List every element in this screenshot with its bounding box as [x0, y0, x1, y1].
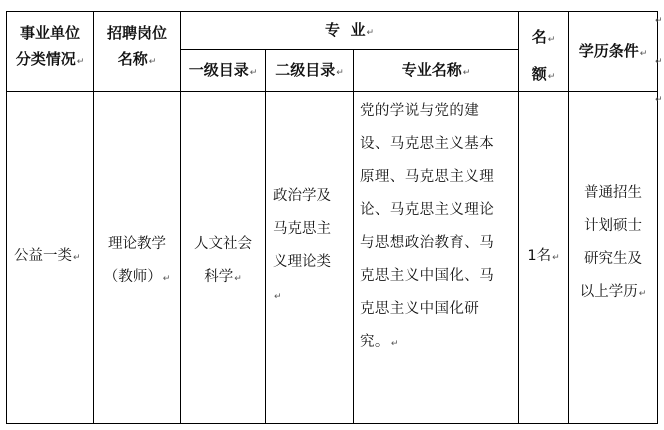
row-end-mark: ↵ [655, 95, 663, 105]
header-level1 [181, 50, 265, 91]
position-line1: 理论教学 [107, 235, 166, 252]
education-line-1: 普通招生 [584, 185, 642, 201]
row-end-mark: ↵ [655, 57, 663, 67]
paragraph-mark: ↵ [73, 253, 81, 263]
header-education-label: 学历条件 [578, 42, 639, 60]
major-line-7: 克思主义中国化研 [360, 301, 480, 317]
major-line-3: 原理、马克思主义理 [360, 169, 495, 185]
cell-level2 [266, 92, 353, 423]
unit-category-value: 公益一类 [14, 248, 72, 264]
table-border-right [657, 11, 658, 424]
header-quota-line2: 额 [531, 65, 547, 83]
row-end-mark: ↵ [655, 16, 663, 26]
paragraph-mark: ↵ [366, 28, 374, 38]
level1-line1: 人文社会 [194, 235, 252, 252]
cell-major-name [354, 92, 518, 423]
header-level2 [266, 50, 353, 91]
paragraph-mark: ↵ [162, 273, 171, 284]
paragraph-mark: ↵ [336, 68, 344, 78]
quota-value: 1名 [527, 248, 552, 264]
major-line-4: 论、马克思主义理论 [360, 202, 495, 218]
header-major-name [354, 50, 518, 91]
paragraph-mark: ↵ [274, 292, 282, 302]
header-position [94, 12, 180, 91]
major-line-5: 与思想政治教育、马 [360, 235, 495, 251]
paragraph-mark: ↵ [552, 253, 560, 263]
cell-level1 [181, 92, 265, 423]
paragraph-mark: ↵ [76, 57, 85, 67]
header-position-line1: 招聘岗位 [106, 24, 167, 42]
header-major-group [181, 12, 518, 49]
header-position-line2: 名称 [117, 50, 148, 68]
paragraph-mark: ↵ [148, 57, 157, 67]
header-quota [519, 12, 568, 91]
paragraph-mark: ↵ [547, 72, 556, 82]
major-line-1: 党的学说与党的建 [360, 103, 480, 119]
header-unit-category-line2: 分类情况 [15, 50, 76, 68]
paragraph-mark: ↵ [638, 289, 647, 299]
education-line-3: 研究生及 [584, 251, 642, 267]
level2-line-2: 马克思主 [273, 221, 331, 237]
level2-line-3: 义理论类 [273, 254, 331, 270]
header-major-group-label: 专 业 [325, 21, 366, 39]
education-line-2: 计划硕士 [584, 218, 642, 234]
education-line-4: 以上学历 [579, 284, 638, 300]
header-unit-category [7, 12, 93, 91]
cell-position [94, 92, 180, 423]
major-line-2: 设、马克思主义基本 [360, 136, 495, 152]
header-level1-label: 一级目录 [188, 61, 249, 79]
cell-quota [519, 92, 568, 423]
paragraph-mark: ↵ [234, 273, 242, 284]
header-level2-label: 二级目录 [275, 61, 336, 79]
cell-education [569, 92, 657, 423]
paragraph-mark: ↵ [462, 68, 471, 78]
major-line-6: 克思主义中国化、马 [360, 268, 495, 284]
paragraph-mark: ↵ [639, 49, 648, 59]
header-unit-category-line1: 事业单位 [19, 24, 80, 42]
level2-line-1: 政治学及 [273, 188, 331, 204]
level1-line2: 科学 [204, 268, 234, 285]
paragraph-mark: ↵ [249, 68, 258, 78]
table-border-bottom [6, 423, 658, 424]
paragraph-mark: ↵ [390, 339, 399, 349]
header-quota-line1: 名 [531, 28, 547, 46]
major-line-8: 究。 [360, 334, 390, 350]
header-major-name-label: 专业名称 [401, 61, 462, 79]
cell-unit-category [7, 92, 93, 423]
header-education [569, 12, 657, 91]
position-line2: （教师） [103, 268, 162, 285]
paragraph-mark: ↵ [547, 35, 556, 45]
